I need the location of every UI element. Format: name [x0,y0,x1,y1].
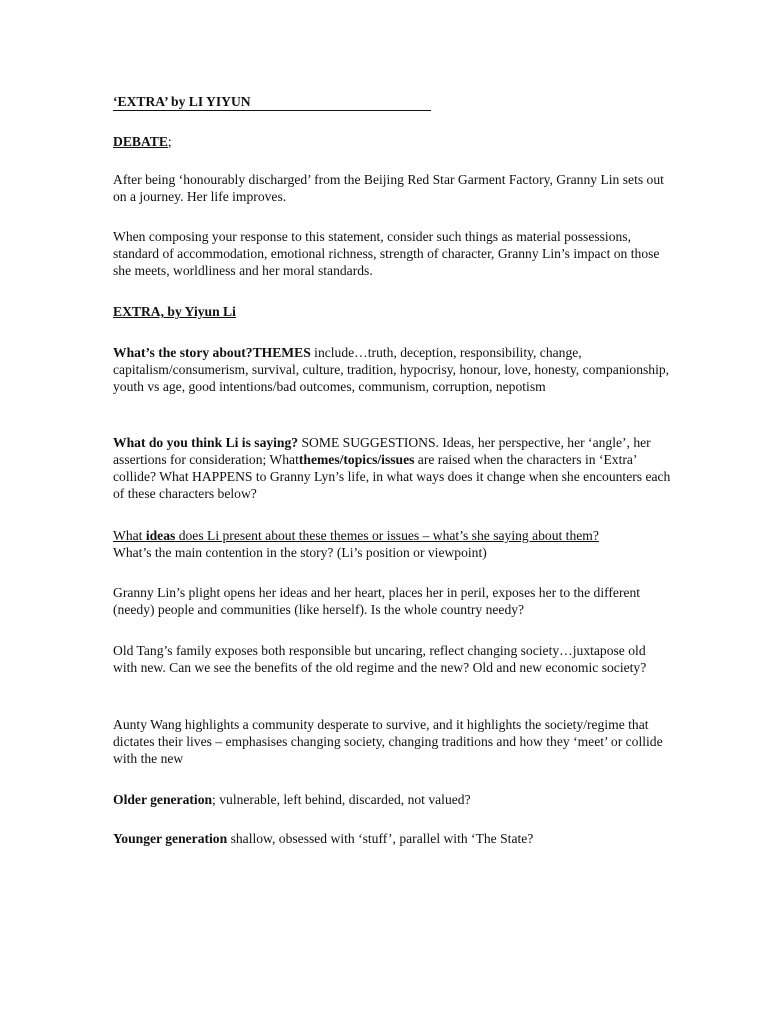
older-generation-text: ; vulnerable, left behind, discarded, not valued? [212,792,471,807]
ideas-line-1 [113,528,599,543]
themes-topics-issues: themes/topics/issues [298,452,415,467]
plight-paragraph: Granny Lin’s plight opens her ideas and her heart, places her in peril, exposes her to the different (needy) people and communities (like herself). Is the whole country needy? [113,585,641,617]
debate-punctuation: ; [167,134,172,149]
ideas-line-2: What’s the main contention in the story? (Li’s position or viewpoint) [113,545,487,560]
section-heading [113,303,673,320]
composing-note: When composing your response to this statement, consider such things as material possessions, standard of accommodation, emotional richness, strength of character, Granny Lin’s impact on those she meets, worldliness and her moral standards. [113,229,660,278]
saying-question: What do you think Li is saying? [113,435,299,450]
ideas-pre: What [113,528,146,543]
wang-paragraph: Aunty Wang highlights a community desperate to survive, and it highlights the society/regime that dictates their lives – emphasises changing society, changing traditions and how they ‘meet’ or collide with the new [113,717,663,766]
debate-label: DEBATE [113,134,168,149]
story-about-paragraph [113,344,673,395]
saying-text-1: SOME SUGGESTIONS. Ideas, her perspective, her ‘angle’, her assertions for consideration; What [113,435,651,467]
themes-label: THEMES [252,345,311,360]
younger-generation-text: shallow, obsessed with ‘stuff’, parallel with ‘The State? [227,831,534,846]
older-generation-paragraph [113,791,673,808]
younger-generation-paragraph [113,830,673,847]
ideas-paragraph [113,527,673,561]
debate-statement: After being ‘honourably discharged’ from the Beijing Red Star Garment Factory, Granny Lin sets out on a journey. Her life improves. [113,172,664,204]
ideas-bold: ideas [145,528,176,543]
younger-generation-label: Younger generation [113,831,228,846]
older-generation-label: Older generation [113,792,213,807]
themes-list: include…truth, deception, responsibility, change, capitalism/consumerism, survival, culture, tradition, hypocrisy, honour, love, honesty, companionship, youth vs age, good intentions/bad outcomes, communism, corruption, nepotism [113,345,670,394]
document-title [113,93,673,111]
tang-paragraph: Old Tang’s family exposes both responsible but uncaring, reflect changing society…juxtapose old with new. Can we see the benefits of the old regime and the new? Old and new economic society? [113,643,647,675]
story-about-question: What’s the story about? [113,345,253,360]
saying-paragraph [113,434,673,502]
section-heading-text: EXTRA, by Yiyun Li [113,304,236,319]
ideas-post: does Li present about these themes or issues – what’s she saying about them? [175,528,599,543]
title-text: ‘EXTRA’ by LI YIYUN [113,93,431,111]
debate-heading [113,133,673,150]
saying-text-2: are raised when the characters in ‘Extra’ collide? What HAPPENS to Granny Lyn’s life, in what ways does it change when she encounters each of these characters below? [113,452,671,501]
